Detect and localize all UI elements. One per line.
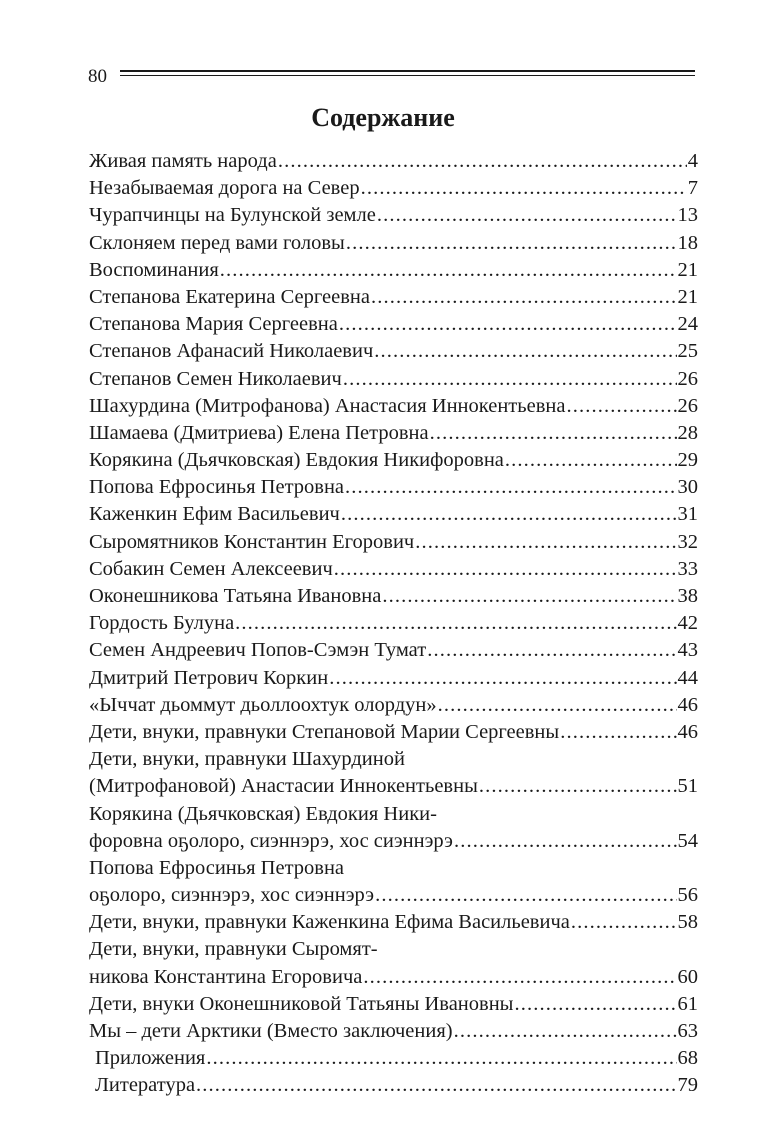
toc-entry: [89, 719, 698, 746]
toc-entry-title: Дети, внуки, правнуки Степановой Марии Сергеевны: [89, 720, 560, 743]
toc-entry-title: Собакин Семен Алексеевич: [89, 557, 333, 580]
dot-leader: [341, 501, 677, 528]
header-rule-thin: [120, 75, 695, 76]
dot-leader: [361, 175, 687, 202]
toc-entry: [89, 855, 698, 909]
toc-entry-title: Приложения: [95, 1047, 206, 1070]
toc-entry-title: (Митрофановой) Анастасии Иннокентьевны: [89, 775, 478, 798]
toc-entry-title-line: Дети, внуки, правнуки Шахурдиной: [89, 748, 405, 771]
dot-leader: [196, 1072, 676, 1099]
dot-leader: [560, 719, 676, 746]
dot-leader: [339, 311, 677, 338]
dot-leader: [454, 828, 677, 855]
toc-entry-page: 21: [677, 258, 698, 281]
toc-entry-page: 25: [677, 340, 698, 363]
toc-entry: [89, 610, 698, 637]
toc-entry: [89, 447, 698, 474]
toc-entry-title: Живая память народа: [89, 150, 277, 172]
dot-leader: [345, 474, 676, 501]
dot-leader: [566, 393, 676, 420]
toc-entry-page: 21: [677, 285, 698, 308]
toc-entry: [89, 746, 698, 800]
toc-entry-title: Литература: [95, 1074, 196, 1097]
toc-entry-page: 30: [677, 476, 698, 499]
toc-entry-page: 43: [677, 639, 698, 662]
toc-entry: [89, 529, 698, 556]
toc-entry-title-line: Попова Ефросинья Петровна: [89, 856, 345, 879]
dot-leader: [505, 447, 677, 474]
toc-entry: [89, 284, 698, 311]
dot-leader: [346, 230, 677, 257]
toc-entry-title: никова Константина Егоровича: [89, 965, 363, 988]
toc-entry-page: 31: [677, 503, 698, 526]
dot-leader: [377, 202, 677, 229]
toc-entry: [89, 311, 698, 338]
dot-leader: [479, 773, 677, 800]
toc-entry-title: Семен Андреевич Попов-Сэмэн Тумат: [89, 639, 427, 662]
toc-entry: [89, 991, 698, 1018]
toc-entry-title: Степанов Семен Николаевич: [89, 367, 342, 390]
toc-entry-page: 29: [677, 449, 698, 472]
toc-entry-page: 7: [687, 177, 698, 200]
toc-entry-title: Дети, внуки, правнуки Каженкина Ефима Васильевича: [89, 911, 570, 934]
toc-entry-title: Оконешникова Татьяна Ивановна: [89, 585, 382, 607]
toc-entry-page: 26: [677, 367, 698, 390]
toc-entry-title: Каженкин Ефим Васильевич: [89, 503, 340, 526]
dot-leader: [371, 284, 677, 311]
page-title: Содержание: [311, 103, 455, 132]
dot-leader: [430, 420, 677, 447]
toc-entry: [89, 1045, 698, 1072]
toc-entry-title: Сыромятников Константин Егорович: [89, 530, 415, 553]
toc-entry-title: Степанова Екатерина Сергеевна: [89, 285, 370, 308]
toc-entry-page: 42: [677, 612, 698, 635]
toc-entry-page: 58: [677, 911, 698, 934]
toc-entry: [89, 202, 698, 229]
toc-entry: [89, 474, 698, 501]
toc-entry-page: 61: [677, 992, 698, 1015]
toc-entry: [89, 556, 698, 583]
toc-entry-title: Склоняем перед вами головы: [89, 231, 345, 254]
toc-entry-title: Воспоминания: [89, 258, 219, 281]
dot-leader: [329, 665, 676, 692]
toc-entry-title: форовна оҕолоро, сиэннэрэ, хос сиэннэрэ: [89, 829, 453, 852]
dot-leader: [363, 964, 676, 991]
toc-entry-page: 26: [677, 394, 698, 417]
page-number: 80: [88, 66, 107, 87]
toc-entry: [89, 230, 698, 257]
toc-entry: [89, 257, 698, 284]
toc-entry-page: 24: [677, 313, 698, 336]
toc-entry-title-line: Корякина (Дьячковская) Евдокия Ники-: [89, 802, 437, 825]
toc-entry: [89, 338, 698, 365]
header-rule-thick: [120, 70, 695, 72]
toc-entry-title: Степанов Афанасий Николаевич: [89, 340, 374, 363]
toc-entry-page: 28: [677, 421, 698, 444]
toc-entry-page: 56: [677, 884, 698, 907]
toc-entry-page: 13: [677, 204, 698, 227]
toc-entry-page: 79: [677, 1074, 698, 1097]
toc-entry: [89, 393, 698, 420]
toc-entry-page: 33: [677, 557, 698, 580]
dot-leader: [382, 583, 676, 610]
toc-entry: [89, 909, 698, 936]
toc-entry-page: 32: [677, 530, 698, 553]
toc-entry-page: 51: [677, 775, 698, 798]
header-rule: [120, 70, 695, 77]
toc-entry: [89, 420, 698, 447]
dot-leader: [334, 556, 677, 583]
toc-entry-title: Степанова Мария Сергеевна: [89, 313, 338, 336]
dot-leader: [235, 610, 676, 637]
toc-entry-page: 44: [677, 666, 698, 689]
toc-entry: [89, 501, 698, 528]
toc-entry-title: «Ыччат дьоммут дьоллоохтук олордун»: [89, 693, 437, 716]
dot-leader: [514, 991, 676, 1018]
toc-entry: [89, 637, 698, 664]
dot-leader: [343, 366, 677, 393]
dot-leader: [427, 637, 676, 664]
toc-entry: [89, 801, 698, 855]
toc-entry-page: 18: [677, 231, 698, 254]
dot-leader: [571, 909, 677, 936]
toc-entry-page: 46: [677, 693, 698, 716]
dot-leader: [278, 148, 687, 175]
toc-entry-title: Дети, внуки Оконешниковой Татьяны Ивановны: [89, 992, 514, 1015]
toc-entry-title: Шахурдина (Митрофанова) Анастасия Иннокентьевна: [89, 394, 566, 417]
toc-entry: [89, 366, 698, 393]
dot-leader: [438, 692, 677, 719]
dot-leader: [374, 338, 676, 365]
toc-entry-page: 38: [677, 585, 698, 607]
toc-entry: [89, 665, 698, 692]
dot-leader: [206, 1045, 676, 1072]
toc-entry-title: Незабываемая дорога на Север: [89, 177, 360, 200]
toc-entry-title: Шамаева (Дмитриева) Елена Петровна: [89, 421, 429, 444]
toc-entry-page: 4: [687, 150, 698, 172]
toc-entry: [89, 936, 698, 990]
toc-entry-title: Гордость Булуна: [89, 612, 235, 635]
toc-entry: [89, 692, 698, 719]
toc-entry: [89, 1018, 698, 1045]
toc-entry: [89, 1072, 698, 1099]
toc-entry-page: 60: [677, 965, 698, 988]
toc-entry-page: 46: [677, 720, 698, 743]
toc-entry-title: Мы – дети Арктики (Вместо заключения): [89, 1020, 453, 1042]
toc-entry-page: 54: [677, 829, 698, 852]
dot-leader: [415, 529, 676, 556]
toc-entry-page: 68: [677, 1047, 698, 1070]
toc-entry: [89, 583, 698, 610]
toc-entry-page: 63: [677, 1020, 698, 1042]
toc-entry-title: Чурапчинцы на Булунской земле: [89, 204, 376, 227]
toc-entry-title-line: Дети, внуки, правнуки Сыромят-: [89, 938, 378, 961]
toc-entry: [89, 148, 698, 175]
dot-leader: [220, 257, 677, 284]
toc-entry: [89, 175, 698, 202]
dot-leader: [375, 882, 676, 909]
table-of-contents: [89, 148, 698, 1100]
toc-entry-title: оҕолоро, сиэннэрэ, хос сиэннэрэ: [89, 884, 375, 907]
dot-leader: [454, 1018, 677, 1045]
toc-entry-title: Дмитрий Петрович Коркин: [89, 666, 329, 689]
toc-entry-title: Попова Ефросинья Петровна: [89, 476, 345, 499]
toc-entry-title: Корякина (Дьячковская) Евдокия Никифоровна: [89, 449, 504, 472]
